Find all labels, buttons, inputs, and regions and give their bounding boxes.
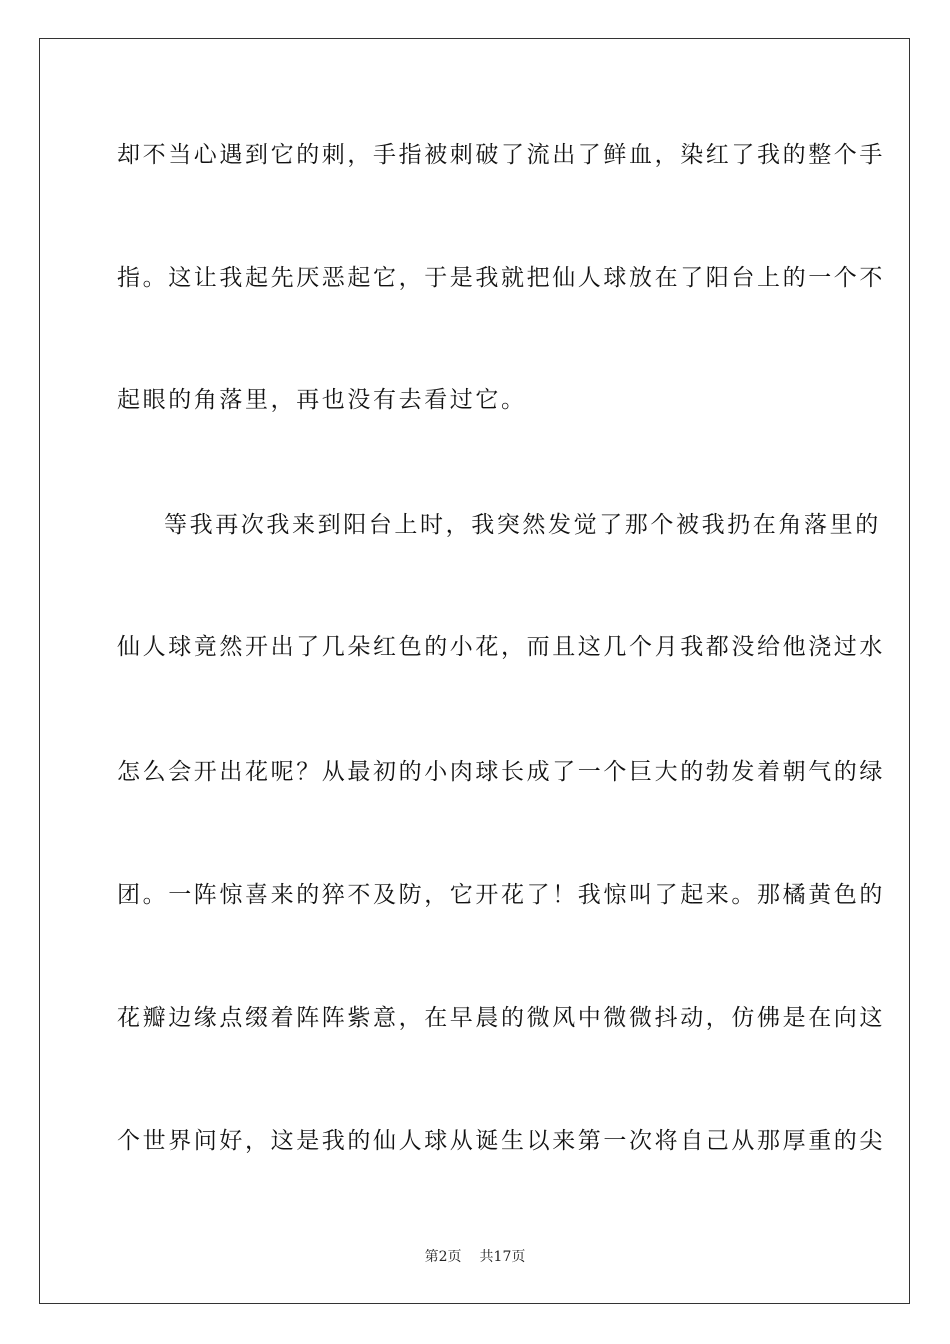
body-text-line-6: 怎么会开出花呢？从最初的小肉球长成了一个巨大的勃发着朝气的绿: [117, 759, 885, 785]
body-text-line-2: 指。这让我起先厌恶起它，于是我就把仙人球放在了阳台上的一个不: [117, 265, 885, 291]
body-text-line-5: 仙人球竟然开出了几朵红色的小花，而且这几个月我都没给他浇过水: [117, 634, 885, 660]
page-border: [39, 38, 910, 1304]
page-number: 第2页: [424, 1249, 462, 1265]
total-pages: 共17页: [479, 1249, 526, 1265]
body-text-line-9: 个世界问好，这是我的仙人球从诞生以来第一次将自己从那厚重的尖: [117, 1128, 885, 1154]
body-text-line-4: 等我再次我来到阳台上时，我突然发觉了那个被我扔在角落里的: [164, 512, 881, 538]
page-footer: [0, 1248, 950, 1266]
body-text-line-7: 团。一阵惊喜来的猝不及防，它开花了！我惊叫了起来。那橘黄色的: [117, 882, 885, 908]
body-text-line-8: 花瓣边缘点缀着阵阵紫意，在早晨的微风中微微抖动，仿佛是在向这: [117, 1005, 885, 1031]
body-text-line-3: 起眼的角落里，再也没有去看过它。: [117, 387, 527, 413]
body-text-line-1: 却不当心遇到它的刺，手指被刺破了流出了鲜血，染红了我的整个手: [117, 142, 885, 168]
